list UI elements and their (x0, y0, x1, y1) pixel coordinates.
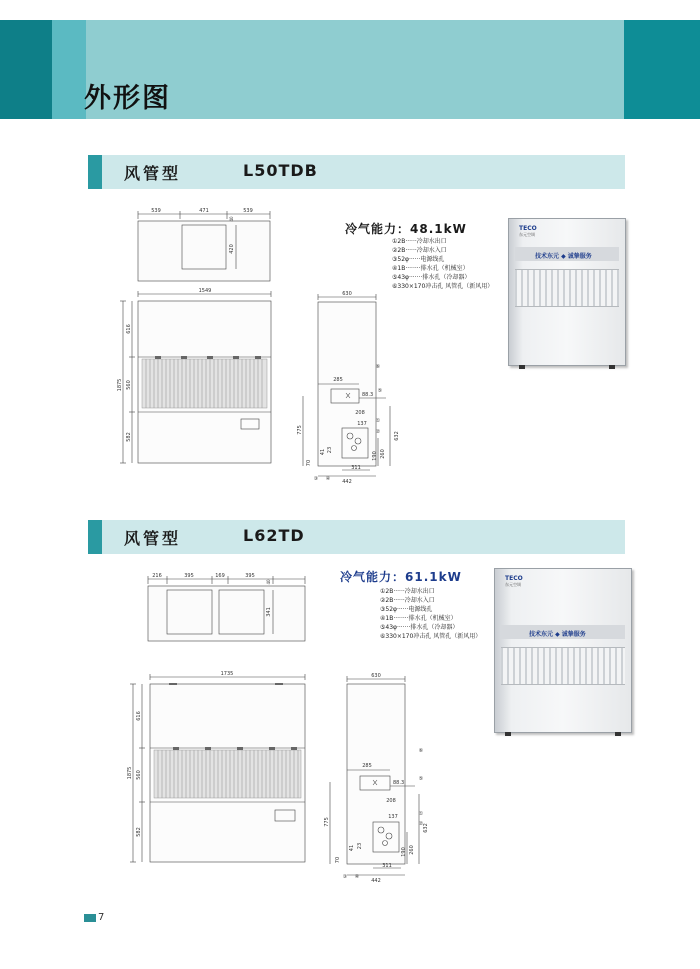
photo-brand-sub: 东元空调 (519, 232, 535, 237)
callout-6: ⑥ (418, 748, 424, 754)
capacity-value: 61.1kW (405, 570, 462, 584)
dim-top-3: 169 (215, 573, 225, 579)
section-model: L62TD (243, 526, 305, 545)
callout-6: ⑥ (375, 364, 381, 370)
callout-2: ② (375, 429, 381, 435)
capacity-value: 48.1kW (410, 222, 467, 236)
dim-top-4: 420 (229, 244, 235, 254)
legend-item: ④1B········排水孔（机械室） (392, 265, 469, 272)
dim-side-260: 260 (380, 449, 386, 459)
legend-item: ②2B······冷却水入口 (392, 247, 447, 254)
dim-side-137: 137 (357, 421, 367, 427)
side-view-drawing-2 (325, 670, 437, 885)
top-view-drawing-2 (140, 570, 320, 645)
photo-slogan: 技术东元 ◆ 诚挚服务 (529, 631, 586, 638)
capacity-2 (340, 568, 462, 585)
legend-item: ⑥330×170冲击孔 风管孔（新风用） (380, 633, 482, 640)
dim-front-height: 1875 (127, 766, 133, 780)
callout-3: ③ (313, 476, 319, 482)
photo-foot (505, 732, 511, 736)
dim-side-285: 285 (362, 763, 372, 769)
section-type-label: 风管型 (124, 529, 182, 548)
page-number: 7 (98, 912, 105, 923)
dim-front-width: 1735 (220, 671, 234, 677)
dim-side-41: 41 (349, 844, 355, 852)
legend-item: ①2B······冷却水出口 (380, 588, 435, 595)
photo-foot (519, 365, 525, 369)
section-model: L50TDB (243, 161, 318, 180)
dim-side-311: 311 (351, 465, 361, 471)
header-band-light-left (52, 20, 86, 119)
dim-side-285: 285 (333, 377, 343, 383)
dim-side-311: 311 (382, 863, 392, 869)
legend-item: ③52φ······电源线孔 (380, 606, 433, 613)
photo-grille (515, 269, 619, 307)
dim-side-442: 442 (342, 479, 352, 485)
photo-slogan: 技术东元 ◆ 诚挚服务 (535, 253, 592, 260)
dim-side-775: 775 (297, 425, 303, 435)
section-bar-2 (88, 520, 625, 554)
front-view-drawing-2 (125, 668, 315, 868)
legend-2 (380, 587, 481, 641)
dim-side-70: 70 (306, 459, 312, 467)
dim-top-2: 471 (199, 208, 209, 214)
dim-top-3: 539 (243, 208, 253, 214)
callout-4: ④ (325, 476, 331, 482)
top-view-drawing-1 (130, 205, 280, 285)
dim-side-23: 23 (327, 446, 333, 454)
dim-side-190: 190 (401, 847, 407, 857)
callout-4: ④ (354, 874, 360, 880)
dim-top-4: 395 (245, 573, 255, 579)
legend-item: ③52φ······电源线孔 (392, 256, 445, 263)
page-number-marker (84, 914, 96, 922)
dim-side-width: 630 (342, 291, 352, 297)
legend-item: ⑤43φ·······排水孔（冷却器） (392, 274, 471, 281)
legend-item: ①2B······冷却水出口 (392, 238, 447, 245)
dim-front-middle: 560 (126, 380, 132, 390)
section-accent (88, 155, 102, 189)
dim-side-width: 630 (371, 673, 381, 679)
dim-front-middle: 560 (136, 770, 142, 780)
dim-side-88: 88.3 (393, 780, 405, 786)
photo-brand-sub: 东元空调 (505, 582, 521, 587)
callout-3: ③ (342, 874, 348, 880)
dim-front-width: 1549 (198, 288, 212, 294)
header-band-dark-left (0, 20, 52, 119)
capacity-label: 冷气能力： (340, 570, 406, 584)
dim-front-lower: 582 (136, 827, 142, 837)
dim-front-upper: 616 (136, 711, 142, 721)
dim-side-632: 632 (423, 823, 429, 833)
section-bar-1 (88, 155, 625, 189)
photo-grille (501, 647, 625, 685)
callout-1: ① (418, 811, 424, 817)
legend-item: ⑥330×170冲击孔 风管孔（新风用） (392, 283, 494, 290)
header-band-dark-right (624, 20, 700, 119)
photo-foot (615, 732, 621, 736)
dim-side-208: 208 (355, 410, 365, 416)
legend-1 (392, 237, 493, 291)
dim-top-6: 40 (266, 579, 271, 585)
photo-brand: TECO (519, 225, 537, 232)
dim-top-5: 40 (229, 216, 234, 222)
dim-top-1: 216 (152, 573, 162, 579)
page-title: 外形图 (84, 83, 171, 114)
front-view-drawing-1 (115, 285, 280, 470)
dim-top-2: 395 (184, 573, 194, 579)
section-accent (88, 520, 102, 554)
dim-side-208: 208 (386, 798, 396, 804)
legend-item: ⑤43φ·······排水孔（冷却器） (380, 624, 459, 631)
photo-brand: TECO (505, 575, 523, 582)
callout-5: ⑤ (418, 776, 424, 782)
dim-side-632: 632 (394, 431, 400, 441)
dim-top-5: 341 (266, 607, 272, 617)
dim-front-lower: 582 (126, 432, 132, 442)
dim-front-height: 1875 (117, 378, 123, 392)
dim-side-190: 190 (372, 451, 378, 461)
dim-side-41: 41 (320, 448, 326, 456)
dim-side-23: 23 (357, 842, 363, 850)
dim-front-upper: 616 (126, 324, 132, 334)
dim-side-260: 260 (409, 845, 415, 855)
dim-side-70: 70 (335, 856, 341, 864)
legend-item: ②2B······冷却水入口 (380, 597, 435, 604)
legend-item: ④1B········排水孔（机械室） (380, 615, 457, 622)
product-photo-2 (494, 568, 632, 733)
section-type-label: 风管型 (124, 164, 182, 183)
dim-side-137: 137 (388, 814, 398, 820)
photo-foot (609, 365, 615, 369)
callout-1: ① (375, 418, 381, 424)
dim-top-1: 539 (151, 208, 161, 214)
product-photo-1 (508, 218, 626, 366)
dim-side-442: 442 (371, 878, 381, 884)
dim-side-775: 775 (324, 817, 330, 827)
dim-side-88: 88.3 (362, 392, 374, 398)
callout-5: ⑤ (377, 388, 383, 394)
capacity-label: 冷气能力： (345, 222, 411, 236)
page-header (0, 20, 700, 119)
side-view-drawing-1 (298, 288, 410, 488)
callout-2: ② (418, 821, 424, 827)
capacity-1 (345, 220, 467, 237)
